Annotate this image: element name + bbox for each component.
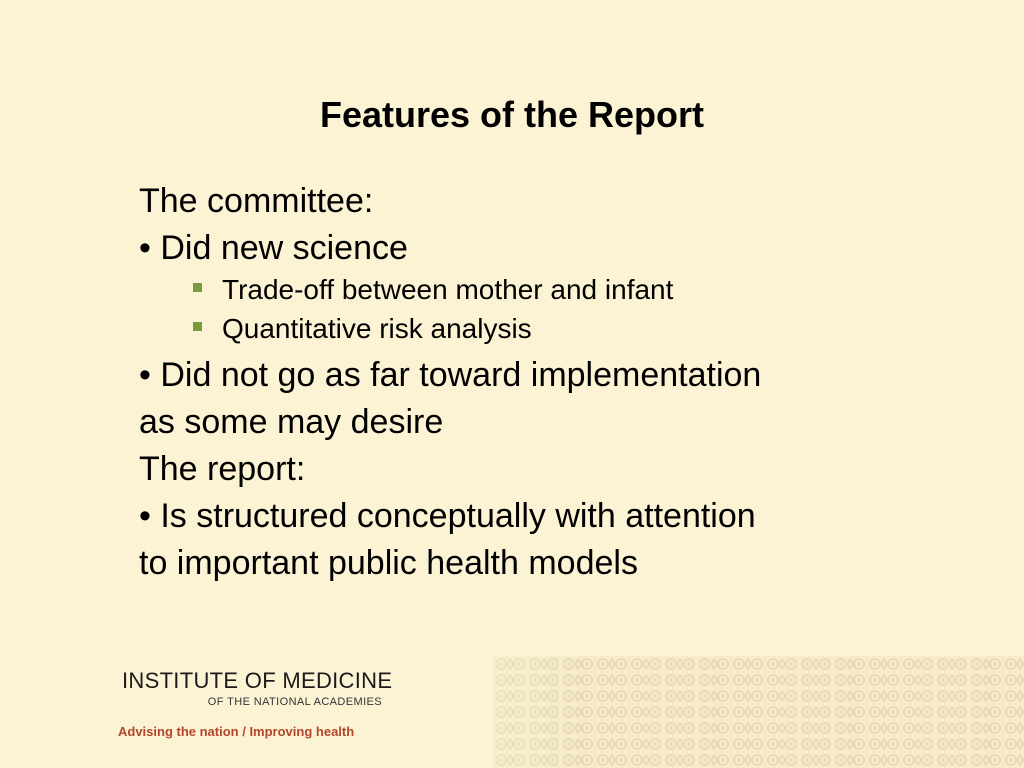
sub-bullet-text: Quantitative risk analysis (222, 313, 532, 344)
logo-main-text: INSTITUTE OF MEDICINE (122, 668, 393, 693)
decorative-pattern (493, 656, 1024, 768)
sub-bullet-list (139, 270, 899, 348)
bullet-structured-continued: to important public health models (139, 544, 638, 582)
institute-logo (118, 668, 442, 740)
square-bullet-icon (193, 322, 202, 331)
committee-heading: The committee: (139, 182, 374, 220)
bullet-structured: • Is structured conceptually with attention (139, 497, 756, 535)
bullet-implementation-continued: as some may desire (139, 403, 444, 441)
square-bullet-icon (193, 283, 202, 292)
sub-bullet-item (139, 270, 899, 309)
bullet-did-new-science: • Did new science (139, 229, 408, 267)
bullet-implementation: • Did not go as far toward implementation (139, 356, 762, 394)
sub-bullet-text: Trade-off between mother and infant (222, 274, 674, 305)
report-heading: The report: (139, 450, 306, 488)
slide-title: Features of the Report (319, 94, 705, 135)
slide-body (139, 178, 899, 587)
logo-sub-text: OF THE NATIONAL ACADEMIES (207, 696, 382, 708)
sub-bullet-item (139, 309, 899, 348)
tagline: Advising the nation / Improving health (118, 724, 355, 739)
